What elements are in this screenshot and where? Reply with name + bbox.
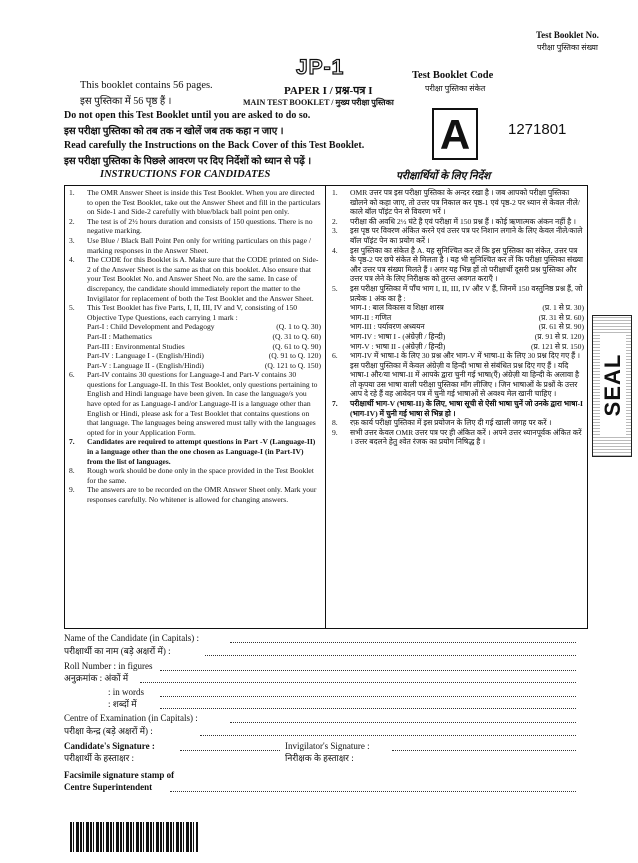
roll-number-label-hi: अनुक्रमांक : अंकों में (64, 673, 129, 683)
booklet-number-label-hi: परीक्षा पुस्तिका संख्या (537, 43, 598, 52)
booklet-code-label-en: Test Booklet Code (412, 70, 494, 81)
instruction-hi-1: 1. OMR उत्तर पत्र इस परीक्षा पुस्तिका के अन्दर रखा है । जब आपको परीक्षा पुस्तिका खोलने को कहा जाए, तो उत्तर पत्र निकाल कर पृष्ठ-1 एवं पृष्ठ-2 पर ध्यान से केवल नीले/काले बॉल पॉइंट पेन से विवरण भरें । (332, 188, 580, 217)
candidate-signature-label-en: Candidate's Signature : (64, 741, 155, 751)
instruction-hi-3: 3. इस पृष्ठ पर विवरण अंकित करने एवं उत्तर पत्र पर निशान लगाने के लिए केवल नीले/काले बॉल पॉइंट पेन का प्रयोग करें । (332, 226, 583, 245)
roll-number-label-en: Roll Number : in figures (64, 661, 153, 671)
part-row: Part-III : Environmental Studies (Q. 61 to Q. 90) (87, 341, 321, 351)
part-row: भाग-II : गणित (प्र. 31 से प्र. 60) (350, 312, 584, 322)
instruction-en-4: 4. The CODE for this Booklet is A. Make sure that the CODE printed on Side-2 of the Answer Sheet is the same as that on this booklet. Also ensure that your Test Booklet No. and Answer Sheet No. are the same. In case of discrepancy, the candidate should immediately report the matter to the Invigilator for replacement of both the Test Booklet and the Answer Sheet. (69, 255, 319, 303)
booklet-code-label-hi: परीक्षा पुस्तिका संकेत (425, 84, 486, 93)
barcode-icon (70, 822, 198, 852)
instruction-hi-8: 8. रफ़ कार्य परीक्षा पुस्तिका में इस प्रयोजन के लिए दी गई खाली जगह पर करें । (332, 418, 552, 428)
roll-number-words-field[interactable] (160, 696, 576, 697)
paper-title: PAPER I / प्रश्न-पत्र I (284, 85, 373, 97)
roll-number-words-field-hi[interactable] (160, 708, 576, 709)
booklet-code-box: A (432, 108, 478, 160)
pages-count-en: This booklet contains 56 pages. (80, 80, 213, 91)
centre-field-hi[interactable] (200, 735, 576, 736)
instructions-hi (328, 188, 584, 447)
roll-number-figures-field-hi[interactable] (140, 682, 576, 683)
instruction-en-3: 3. Use Blue / Black Ball Point Pen only for writing particulars on this page / marking responses in the Answer Sheet. (69, 235, 311, 255)
candidate-signature-label-hi: परीक्षार्थी के हस्ताक्षर : (64, 753, 135, 763)
instruction-hi-2: 2. परीक्षा की अवधि 2½ घंटे है एवं परीक्षा में 150 प्रश्न हैं । कोई ऋणात्मक अंकन नहीं है । (332, 216, 576, 226)
booklet-number-label-en: Test Booklet No. (536, 30, 599, 40)
candidate-name-field-hi[interactable] (205, 655, 576, 656)
booklet-number: 1271801 (508, 121, 567, 138)
instructions-box (64, 185, 588, 629)
instructions-title-en: INSTRUCTIONS FOR CANDIDATES (100, 169, 271, 180)
stamp-label-line1: Facsimile signature stamp of (64, 770, 175, 780)
part-row: Part-V : Language II - (English/Hindi) (Q. 121 to Q. 150) (87, 360, 321, 370)
invigilator-signature-label-hi: निरीक्षक के हस्ताक्षर : (285, 753, 354, 763)
centre-label-en: Centre of Examination (in Capitals) : (64, 713, 198, 723)
instruction-en-1: 1. The OMR Answer Sheet is inside this Test Booklet. When you are directed to open the Test Booklet, take out the Answer Sheet and fill in the particulars on Side-1 and Side-2 carefully with blue/black ball point pen only. (69, 188, 321, 217)
candidate-name-label-en: Name of the Candidate (in Capitals) : (64, 633, 199, 643)
instruction-en-2: 2. The test is of 2½ hours duration and consists of 150 questions. There is no negative marking. (69, 216, 313, 236)
warning-open-hi: इस परीक्षा पुस्तिका को तब तक न खोलें जब तक कहा न जाए । (64, 126, 284, 137)
instruction-hi-6: 6. भाग-IV में भाषा-I के लिए 30 प्रश्न और भाग-V में भाषा-II के लिए 30 प्रश्न दिए गए हैं । इस परीक्षा पुस्तिका में केवल अंग्रेज़ी व हिन्दी भाषा से संबंधित प्रश्न दिए गए हैं । यदि भाषा-I और/या भाषा-II में आपके द्वारा चुनी गई भाषा(एँ) अंग्रेज़ी या हिन्दी के अलावा है तो कृपया उस भाषा वाली परीक्षा पुस्तिका माँग लीजिए । जिन भाषाओं के प्रश्नों के उत्तर आप दे रहे हैं वह आवेदन पत्र में चुनी गई भाषाओं से अवश्य मेल खानी चाहिए । (332, 351, 580, 399)
part-row: Part-I : Child Development and Pedagogy (Q. 1 to Q. 30) (87, 322, 321, 332)
candidate-name-field[interactable] (230, 642, 576, 643)
centre-field[interactable] (230, 722, 576, 723)
instruction-en-8: 8. Rough work should be done only in the space provided in the Test Booklet for the same. (69, 466, 314, 485)
instruction-en-9: 9. The answers are to be recorded on the OMR Answer Sheet only. Mark your responses carefully. No whitener is allowed for changing answers. (69, 485, 317, 504)
warning-open-en: Do not open this Test Booklet until you are asked to do so. (64, 110, 311, 121)
instruction-hi-7: 7. परीक्षार्थी भाग-V (भाषा-II) के लिए, भाषा सूची से ऐसी भाषा चुनें जो उनके द्वारा भाषा-I (भाग-IV) में चुनी गई भाषा से भिन्न हो । (332, 399, 583, 418)
candidate-signature-field[interactable] (180, 750, 280, 751)
warning-read-en: Read carefully the Instructions on the Back Cover of this Test Booklet. (64, 140, 365, 151)
part-row: भाग-I : बाल विकास व शिक्षा शास्त्र (प्र. 1 से प्र. 30) (350, 303, 584, 313)
superintendent-stamp-field[interactable] (170, 791, 576, 792)
centre-label-hi: परीक्षा केन्द्र (बड़े अक्षरों में) : (64, 726, 153, 736)
seal-label: SEAL (600, 335, 626, 435)
candidate-name-label-hi: परीक्षार्थी का नाम (बड़े अक्षरों में) : (64, 646, 171, 656)
part-row: Part-IV : Language I - (English/Hindi) (Q. 91 to Q. 120) (87, 351, 321, 361)
stamp-label-line2: Centre Superintendent (64, 782, 153, 792)
roll-number-figures-field[interactable] (160, 670, 576, 671)
instruction-en-7: 7. Candidates are required to attempt questions in Part -V (Language-II) in a language other than the one chosen as Language-I (in Part-IV) from the list of languages. (69, 437, 316, 466)
part-row: भाग-III : पर्यावरण अध्ययन (प्र. 61 से प्र. 90) (350, 322, 584, 332)
instruction-en-6: 6. Part-IV contains 30 questions for Language-I and Part-V contains 30 questions for Language-II. In this Test Booklet, only questions pertaining to English and Hindi language have been given. In case the language/s you have opted for as Language-I and/or Language-II is a language other than English or Hindi, please ask for a Test Booklet that contains questions on that language. The languages being answered must tally with the languages opted for in your Application Form. (69, 370, 318, 437)
instruction-hi-5: 5. इस परीक्षा पुस्तिका में पाँच भाग I, II, III, IV और V हैं, जिनमें 150 वस्तुनिष्ठ प्रश्न हैं, जो प्रत्येक 1 अंक का है : भाग-I : बाल विकास व शिक्षा शास्त्र (प्र. 1 से प्र. 30) भाग-II : गणित (प्र. 31 से प्र. 60) भाग-III : पर्यावरण अध्ययन (प्र. 61 से प्र. 90) भाग-IV : भाषा I - (अंग्रेज़ी / हिन्दी) (प्र. 91 से प्र. 120) भाग-V : भाषा II - (अंग्रेज़ी / हिन्दी) (प्र. 121 से प्र. 150) (332, 283, 584, 351)
warning-read-hi: इस परीक्षा पुस्तिका के पिछले आवरण पर दिए निर्देशों को ध्यान से पढ़ें । (64, 156, 312, 167)
roll-words-label-hi: : शब्दों में (108, 699, 137, 709)
invigilator-signature-field[interactable] (392, 750, 576, 751)
part-row: Part-II : Mathematics (Q. 31 to Q. 60) (87, 331, 321, 341)
seal-stamp (592, 315, 632, 457)
roll-words-label-en: : in words (108, 687, 144, 697)
main-booklet-label: MAIN TEST BOOKLET / मुख्य परीक्षा पुस्तिका (243, 98, 394, 107)
series-code: JP-1 (296, 56, 345, 79)
instruction-hi-4: 4. इस पुस्तिका का संकेत है A. यह सुनिश्चित कर लें कि इस पुस्तिका का संकेत, उत्तर पत्र के पृष्ठ-2 पर छपे संकेत से मिलता है । यह भी सुनिश्चित कर लें कि परीक्षा पुस्तिका संख्या और उत्तर पत्र संख्या मिलते हैं । अगर यह भिन्न हों तो परीक्षार्थी दूसरी प्रश्न पुस्तिका और उत्तर पत्र लेने के लिए निरीक्षक को तुरन्त अवगत कराएँ । (332, 245, 583, 284)
invigilator-signature-label-en: Invigilator's Signature : (285, 741, 370, 751)
instructions-title-hi: परीक्षार्थियों के लिए निर्देश (396, 171, 491, 182)
instructions-en (65, 188, 321, 505)
instruction-hi-9: 9. सभी उत्तर केवल OMR उत्तर पत्र पर ही अंकित करें । अपने उत्तर ध्यानपूर्वक अंकित करें । उत्तर बदलने हेतु श्वेत रंजक का प्रयोग निषिद्ध है । (332, 427, 582, 447)
part-row: भाग-V : भाषा II - (अंग्रेज़ी / हिन्दी) (प्र. 121 से प्र. 150) (350, 341, 584, 351)
instruction-en-5: 5. This Test Booklet has five Parts, I, II, III, IV and V, consisting of 150 Objective Type Questions, each carrying 1 mark : Part-I : Child Development and Pedagogy (Q. 1 to Q. 30) Part-II : Mathematics (Q. 31 to Q. 60) Part-III : Environmental Studies (Q. 61 to Q. 90) Part-IV : Language I - (English/Hindi) (Q. 91 to Q. 120) Part-V : Language II - (English/Hindi) (Q. 121 to Q. 150) (69, 303, 321, 370)
part-row: भाग-IV : भाषा I - (अंग्रेज़ी / हिन्दी) (प्र. 91 से प्र. 120) (350, 331, 584, 341)
column-divider (325, 186, 326, 628)
pages-count-hi: इस पुस्तिका में 56 पृष्ठ हैं । (80, 96, 172, 107)
